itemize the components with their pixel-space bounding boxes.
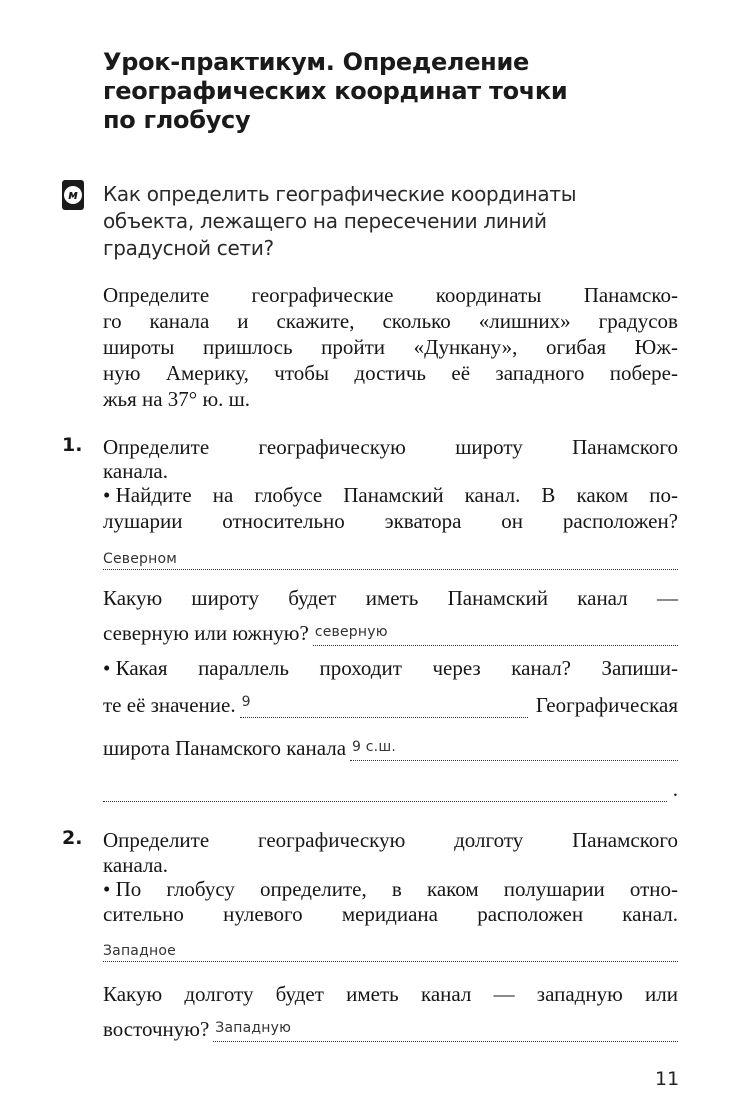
task-2-bullet-line — [103, 876, 678, 902]
word: координаты — [435, 283, 542, 307]
word: географические — [251, 283, 394, 307]
word: и — [237, 309, 249, 333]
word: Панамского — [572, 435, 678, 459]
answer-value-field[interactable] — [240, 694, 528, 718]
word: её — [451, 361, 471, 385]
task-2-heading-line — [103, 827, 678, 853]
answer-meridian-hemisphere-text: Западное — [103, 943, 176, 959]
geo-word: Географическая — [535, 693, 678, 717]
word: В — [541, 483, 556, 507]
word: канала — [149, 309, 210, 333]
word: экватора — [384, 509, 462, 533]
word: Панамский — [447, 586, 548, 610]
intro-paragraph — [103, 282, 678, 412]
word: • По — [103, 877, 142, 901]
word: расположен — [477, 902, 584, 926]
word: каком — [426, 877, 479, 901]
word: Какую — [103, 586, 163, 610]
task-1-bullet-line — [103, 482, 678, 508]
word: параллель — [198, 656, 289, 680]
word: глобусе — [254, 483, 323, 507]
lesson-title-line: по глобусу — [103, 106, 251, 134]
word: широту — [191, 586, 259, 610]
word: глобусу — [166, 877, 235, 901]
word: Определите — [103, 283, 210, 307]
word: канал — [577, 586, 628, 610]
word: чтобы — [274, 361, 330, 385]
task-2-number: 2. — [62, 827, 83, 849]
word: отно- — [629, 877, 678, 901]
word: иметь — [346, 982, 399, 1006]
key-question — [103, 181, 663, 262]
task-2-heading-line: канала. — [103, 853, 168, 877]
word: пришлось — [203, 335, 293, 359]
word: западную — [536, 982, 623, 1006]
word: «лишних» — [478, 309, 571, 333]
word: го — [103, 309, 122, 333]
word: сительно — [103, 902, 184, 926]
word: пройти — [321, 335, 386, 359]
word: канал? — [511, 656, 571, 680]
answer-latitude-field[interactable] — [313, 624, 678, 646]
answer-longitude-field[interactable] — [213, 1020, 678, 1042]
latitude-question-line — [103, 585, 678, 611]
word: градусов — [598, 309, 678, 333]
word: Какую — [103, 982, 163, 1006]
answer-meridian-hemisphere-field[interactable] — [103, 935, 678, 962]
word: достичь — [354, 361, 426, 385]
lesson-title-line: географических координат точки — [103, 77, 568, 105]
word: через — [432, 656, 481, 680]
word: канал — [420, 982, 472, 1006]
word: нулевого — [223, 902, 303, 926]
word: на — [212, 483, 234, 507]
lesson-title — [103, 48, 663, 135]
word: меридиана — [341, 902, 438, 926]
answer-hemisphere-field[interactable] — [103, 543, 678, 570]
word: побере- — [609, 361, 678, 385]
extra-answer-field[interactable] — [103, 783, 667, 802]
word: долготу — [184, 982, 254, 1006]
word: будет — [275, 982, 324, 1006]
key-question-line: Как определить географические координаты — [103, 182, 577, 206]
word: в — [391, 877, 402, 901]
task-1-number: 1. — [62, 434, 83, 456]
lesson-title-line: Урок-практикум. Определение — [103, 48, 529, 76]
word: по- — [649, 483, 678, 507]
word: Америку, — [165, 361, 249, 385]
task-2-bullet-line — [103, 901, 678, 927]
latitude-answer-row — [103, 616, 678, 646]
word: каком — [576, 483, 629, 507]
word: скажите, — [276, 309, 355, 333]
key-question-line: градусной сети? — [103, 236, 274, 260]
answer-value-text: 9 — [241, 694, 251, 710]
answer-hemisphere-text: Северном — [103, 551, 178, 567]
word: — — [493, 982, 515, 1006]
task-1-heading-line — [103, 434, 678, 460]
word: • Найдите — [103, 483, 192, 507]
word: Юж- — [634, 335, 678, 359]
word: географическую — [258, 828, 406, 852]
word: Определите — [103, 435, 210, 459]
page-number: 11 — [655, 1068, 680, 1090]
intro-line — [103, 360, 678, 386]
intro-line — [103, 308, 678, 334]
word: канал. — [464, 483, 521, 507]
word: Панамский — [343, 483, 444, 507]
task-1-heading-line: канала. — [103, 459, 168, 483]
word: Панамского — [572, 828, 678, 852]
latitude-of-canal-question: широта Панамского канала — [103, 736, 347, 760]
word: широты — [103, 335, 175, 359]
word: иметь — [365, 586, 419, 610]
m-badge-icon — [62, 180, 84, 210]
word: или — [645, 982, 678, 1006]
word: широту — [455, 435, 523, 459]
word: он — [501, 509, 524, 533]
word: расположен? — [562, 509, 678, 533]
word: ную — [103, 361, 141, 385]
answer-latitude-text: северную — [314, 624, 388, 640]
word: Определите — [103, 828, 210, 852]
extra-answer-row — [103, 772, 678, 802]
intro-line — [103, 334, 678, 360]
word: лушарии — [103, 509, 183, 533]
m-badge-letter: м — [64, 186, 82, 204]
longitude-question-end: восточную? — [103, 1017, 210, 1041]
value-question: те её значение. — [103, 693, 236, 717]
word: западного — [495, 361, 585, 385]
intro-line: жья на 37° ю. ш. — [103, 387, 251, 411]
value-answer-row — [103, 688, 678, 718]
answer-coord-field[interactable] — [350, 739, 678, 761]
word: будет — [288, 586, 337, 610]
end-mark: . — [672, 777, 678, 801]
intro-line — [103, 282, 678, 308]
coord-answer-row — [103, 731, 678, 761]
word: канал. — [622, 902, 678, 926]
word: полушарии — [503, 877, 605, 901]
word: проходит — [319, 656, 402, 680]
word: Запиши- — [601, 656, 678, 680]
parallel-question-line — [103, 655, 678, 681]
word: огибая — [545, 335, 607, 359]
word: Панамско- — [583, 283, 678, 307]
word: «Дункану», — [413, 335, 518, 359]
task-1-bullet-line — [103, 508, 678, 534]
word: определите, — [260, 877, 367, 901]
key-question-line: объекта, лежащего на пересечении линий — [103, 209, 547, 233]
word: географическую — [258, 435, 406, 459]
answer-longitude-text: Западную — [215, 1020, 292, 1036]
word: • Какая — [103, 656, 168, 680]
word: сколько — [382, 309, 451, 333]
latitude-question-end: северную или южную? — [103, 621, 309, 645]
answer-coord-text: 9 с.ш. — [352, 739, 396, 755]
word: относительно — [222, 509, 345, 533]
longitude-answer-row — [103, 1012, 678, 1042]
word: — — [656, 586, 678, 610]
longitude-question-line — [103, 981, 678, 1007]
word: долготу — [454, 828, 524, 852]
